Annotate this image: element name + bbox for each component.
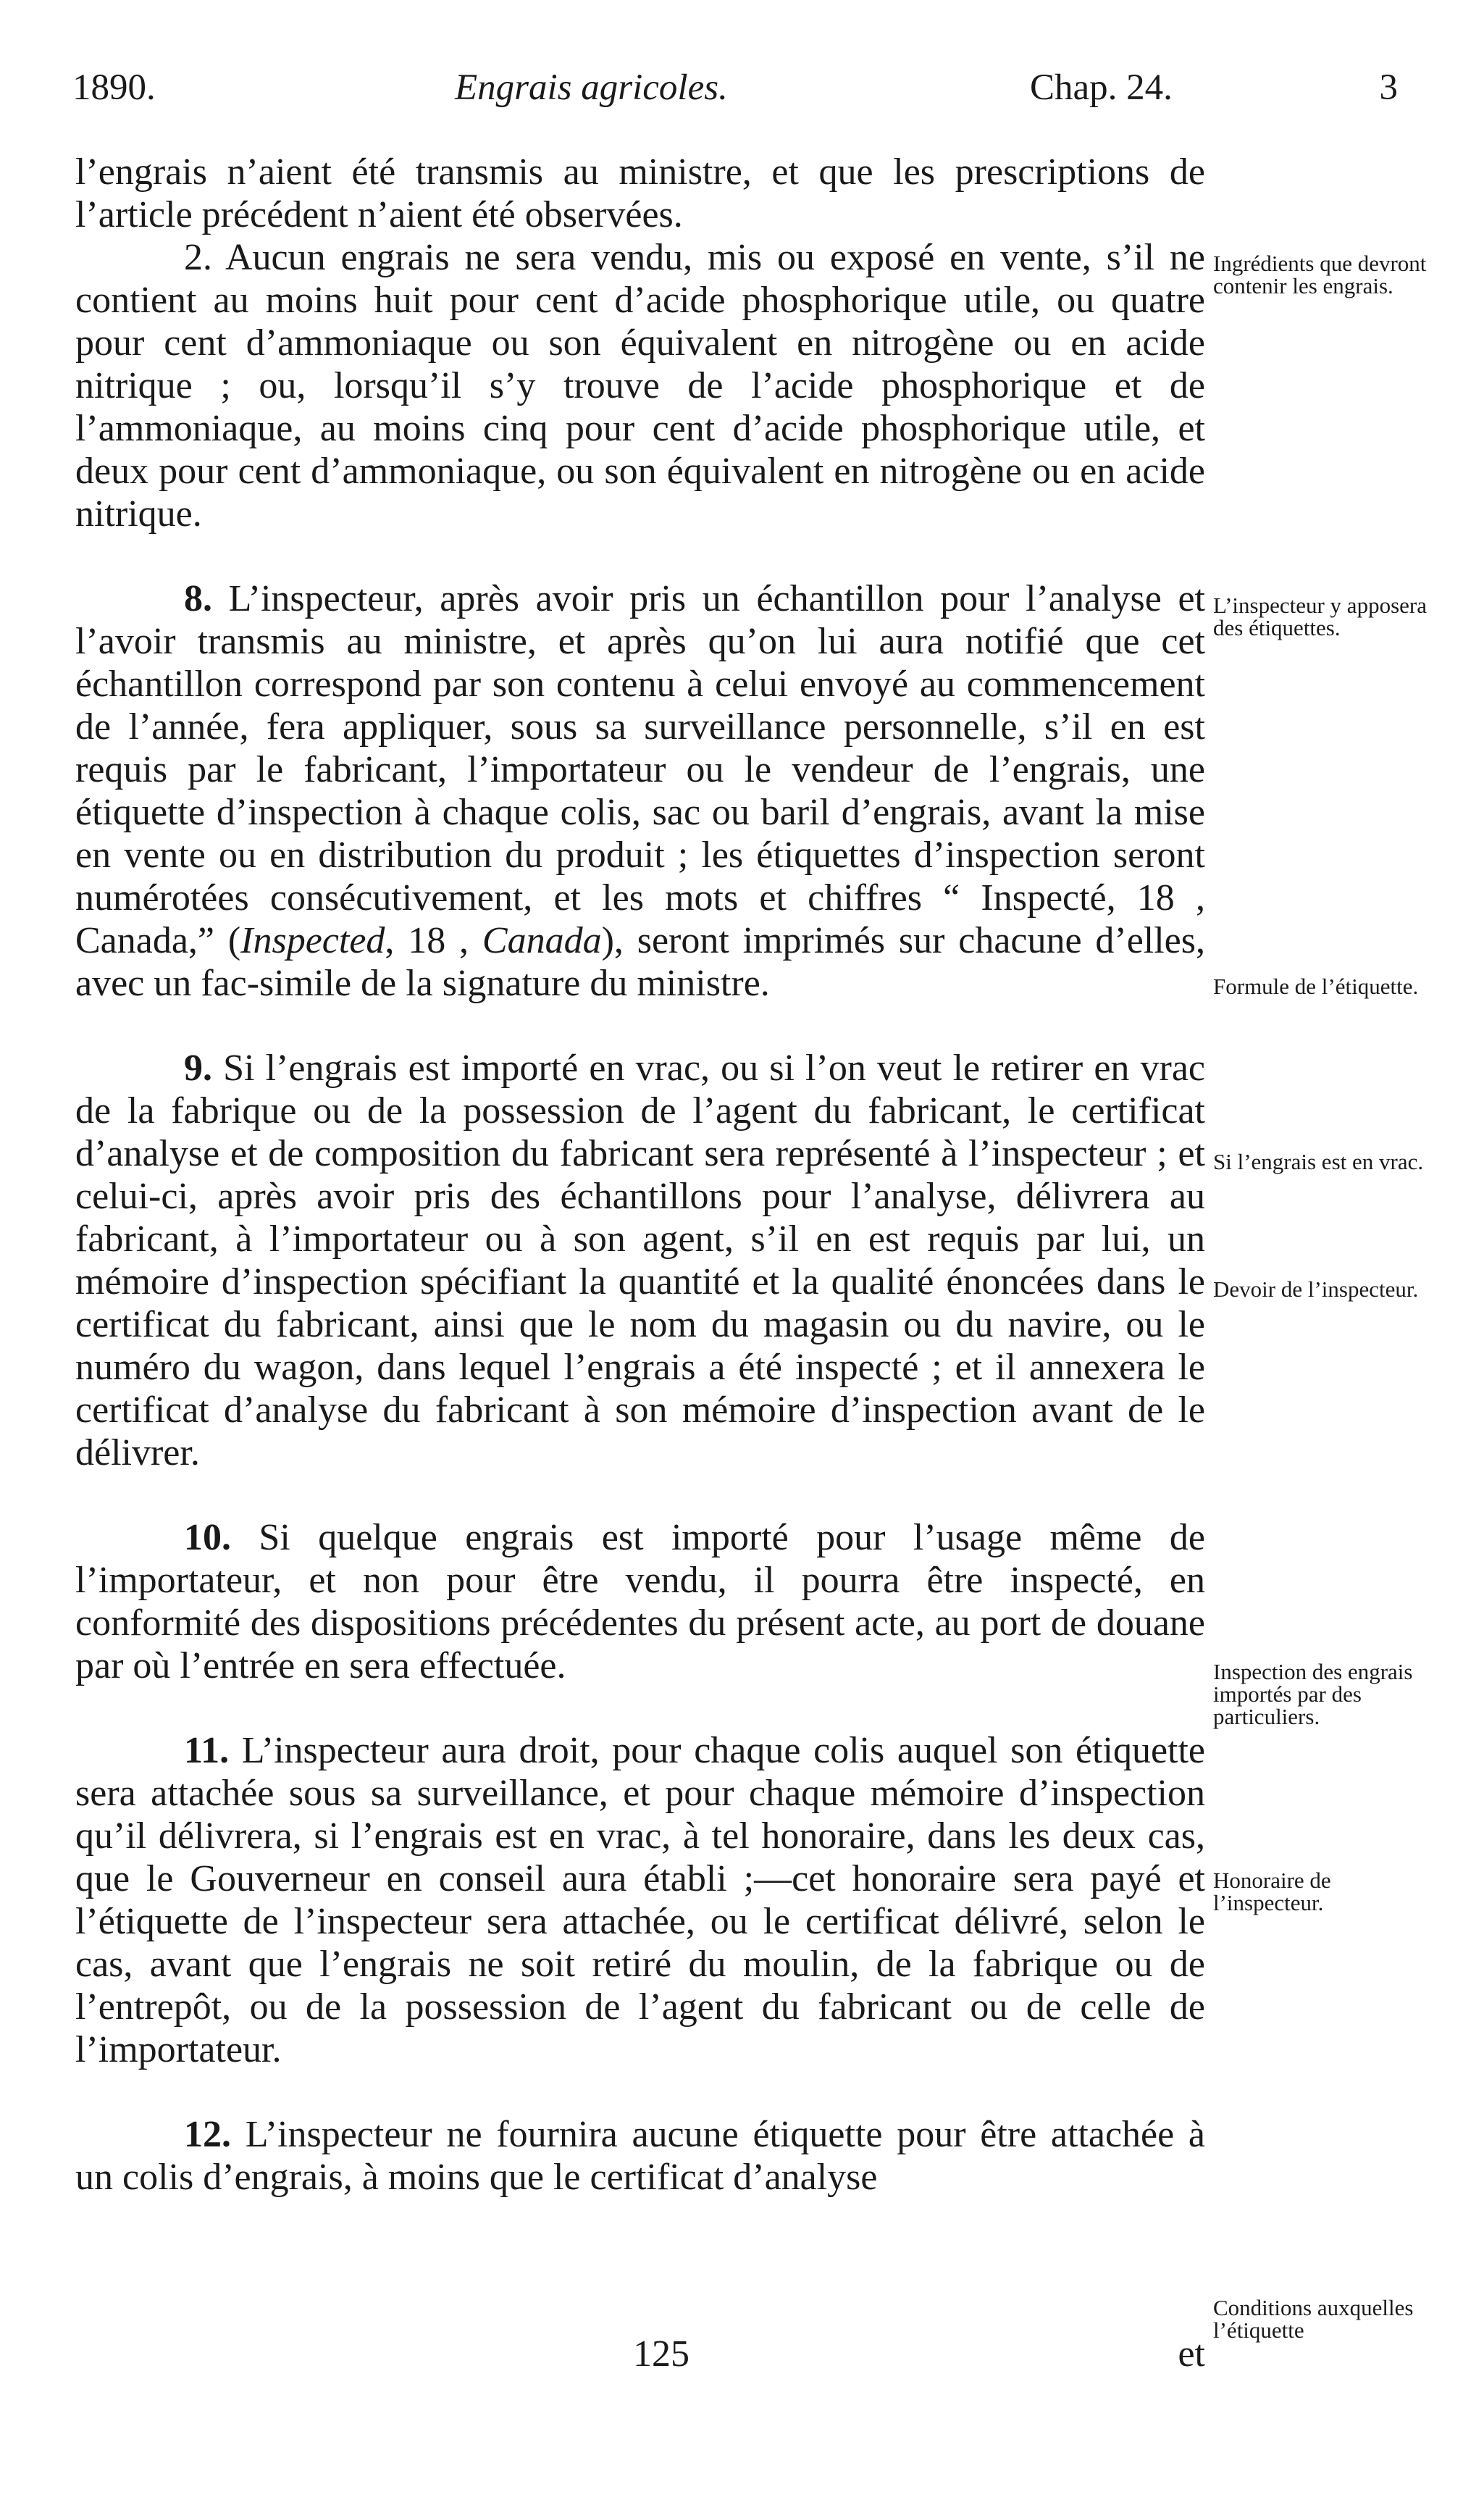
footer-page-number: 125: [633, 2333, 689, 2375]
margin-note-bulk: Si l’engrais est en vrac.: [1213, 1149, 1424, 1174]
margin-note-inspector-duty: Devoir de l’inspecteur.: [1213, 1276, 1419, 1302]
section-text: ), seront imprimés sur chacune d’elles, avec un fac-simile de la signature du ministre.: [75, 920, 1206, 1004]
section-text: Si quelque engrais est importé pour l’usage même de l’importateur, et non pour être vendu, il pourra être inspecté, en conformité des dispositions précédentes du présent acte, au port de douane par où l’entrée en sera effectuée.: [75, 1517, 1206, 1686]
paragraph-section-12: [75, 2113, 1205, 2199]
section-text: , 18 ,: [385, 920, 482, 961]
paragraph-section-9: [75, 1047, 1205, 1474]
section-number: 8.: [184, 578, 212, 619]
section-number: 10.: [184, 1517, 231, 1558]
section-number: 11.: [184, 1730, 230, 1771]
section-text: L’inspecteur, après avoir pris un échantillon pour l’analyse et l’avoir transmis au ministre, et après qu’on lui aura notifié que cet échantillon correspond par son contenu à celui envoyé au commencement de l’année, fera appliquer, sous sa surveillance personnelle, s’il en est requis par le fabricant, l’importateur ou le vendeur de l’engrais, une étiquette d’inspection à chaque colis, sac ou baril d’engrais, avant la mise en vente ou en distribution du produit ; les étiquettes d’inspection seront numérotées consécutivement, et les mots et chiffres “ Inspecté, 18 , Canada,” (: [75, 578, 1206, 961]
header-chapter: Chap. 24.: [1030, 67, 1173, 108]
header-year: 1890.: [72, 67, 156, 108]
section-text: Si l’engrais est importé en vrac, ou si l’on veut le retirer en vrac de la fabrique ou de la possession de l’agent du fabricant, le certificat d’analyse et de composition du fabricant sera représenté à l’inspecteur ; et celui-ci, après avoir pris des échantillons pour l’analyse, délivrera au fabricant, à l’importateur ou à son agent, s’il en est requis par lui, un mémoire d’inspection spécifiant la quantité et la qualité énoncées dans le certificat du fabricant, ainsi que le nom du magasin ou du navire, ou le numéro du wagon, dans lequel l’engrais a été inspecté ; et il annexera le certificat d’analyse du fabricant à son mémoire d’inspection avant de le délivrer.: [75, 1048, 1206, 1473]
page-footer: [75, 2333, 1205, 2376]
paragraph-section-10: [75, 1516, 1205, 1687]
margin-note-ingredients: Ingrédients que devront contenir les engrais.: [1213, 251, 1427, 298]
paragraph-subsection-2: 2. Aucun engrais ne sera vendu, mis ou exposé en vente, s’il ne contient au moins huit pour cent d’acide phosphorique utile, ou quatre pour cent d’ammoniaque ou son équivalent en nitrogène ou en acide nitrique ; ou, lorsqu’il s’y trouve de l’acide phosphorique et de l’ammoniaque, au moins cinq pour cent d’acide phosphorique utile, et deux pour cent d’ammoniaque, ou son équivalent en nitrogène ou en acide nitrique.: [75, 237, 1205, 535]
section-number: 12.: [184, 2114, 231, 2155]
margin-note-labels: L’inspecteur y apposera des étiquettes.: [1213, 593, 1427, 640]
margin-note-private-import: Inspection des engrais importés par des particuliers.: [1213, 1659, 1413, 1729]
margin-note-conditions: Conditions auxquelles l’étiquette: [1213, 2295, 1414, 2343]
footer-catchword: et: [1178, 2333, 1205, 2375]
section-text: L’inspecteur ne fournira aucune étiquette pour être attachée à un colis d’engrais, à moins que le certificat d’analyse: [75, 2114, 1206, 2198]
running-header: [72, 67, 1398, 125]
paragraph-section-8: [75, 577, 1205, 1005]
paragraph-continuation: l’engrais n’aient été transmis au ministre, et que les prescriptions de l’article précédent n’aient été observées.: [75, 151, 1205, 235]
section-number: 9.: [184, 1048, 212, 1089]
header-page-number: 3: [1379, 67, 1398, 108]
paragraph-section-11: [75, 1729, 1205, 2071]
margin-note-fee: Honoraire de l’inspecteur.: [1213, 1868, 1331, 1915]
margin-note-label-formula: Formule de l’étiquette.: [1213, 974, 1419, 999]
section-text: L’inspecteur aura droit, pour chaque colis auquel son étiquette sera attachée sous sa surveillance, et pour chaque mémoire d’inspection qu’il délivrera, si l’engrais est en vrac, à tel honoraire, dans les deux cas, que le Gouverneur en conseil aura établi ;—cet honoraire sera payé et l’étiquette de l’inspecteur sera attachée, ou le certificat délivré, selon le cas, avant que l’engrais ne soit retiré du moulin, de la fabrique ou de l’entrepôt, ou de la possession de l’agent du fabricant ou de celle de l’importateur.: [75, 1730, 1206, 2070]
main-text: [75, 151, 1205, 2199]
section-text-italic: Canada: [482, 920, 602, 961]
section-text-italic: Inspected: [240, 920, 385, 961]
header-title: Engrais agricoles.: [455, 67, 728, 108]
